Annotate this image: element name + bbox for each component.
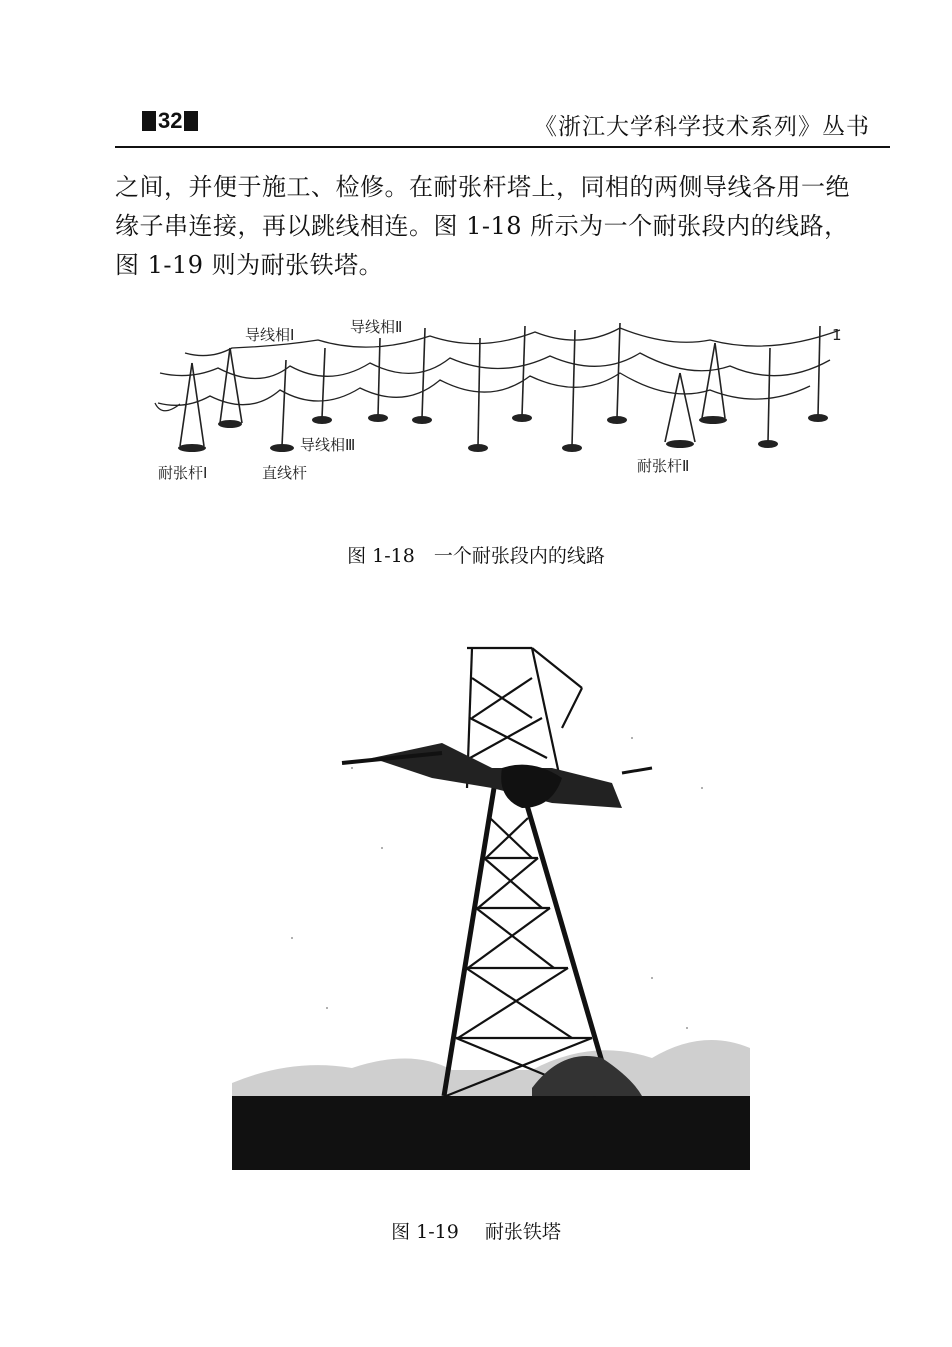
tension-tower-photo — [232, 618, 750, 1170]
label-straight-pole: 直线杆 — [262, 464, 308, 482]
page-number-block-right — [184, 111, 198, 131]
page-number — [140, 108, 200, 134]
label-conductor-phase-2: 导线相Ⅱ — [350, 318, 403, 336]
label-tension-pole-2: 耐张杆Ⅱ — [637, 457, 690, 475]
body-line-1: 之间，并便于施工、检修。在耐张杆塔上，同相的两侧导线各用一绝 — [115, 173, 850, 201]
figure-1-18-caption: 图 1-18 一个耐张段内的线路 — [347, 545, 605, 567]
body-line-3: 图 1-19 则为耐张铁塔。 — [115, 251, 384, 279]
tension-section-diagram — [150, 318, 850, 488]
body-paragraph — [115, 168, 890, 285]
figure-1-18-diagram — [150, 318, 850, 488]
header-rule — [115, 146, 890, 148]
label-conductor-phase-1: 导线相Ⅰ — [245, 326, 295, 344]
pole-bases — [178, 414, 828, 452]
figure-1-19-photo — [232, 618, 750, 1170]
label-tension-pole-1: 耐张杆Ⅰ — [158, 464, 208, 482]
series-title: 《浙江大学科学技术系列》丛书 — [534, 114, 870, 140]
page-number-block-left — [142, 111, 156, 131]
figure-1-19-caption-number: 图 1-19 — [391, 1221, 459, 1243]
body-line-2: 缘子串连接，再以跳线相连。图 1-18 所示为一个耐张段内的线路， — [115, 212, 849, 240]
page-number-text: 32 — [158, 108, 183, 133]
page-header — [115, 108, 890, 140]
label-line-end-mark: 1 — [832, 326, 842, 344]
diagram-labels — [158, 318, 842, 482]
figure-1-19-caption-text: 耐张铁塔 — [484, 1221, 561, 1243]
figure-1-19-caption — [0, 1217, 952, 1244]
label-conductor-phase-3: 导线相Ⅲ — [300, 436, 356, 454]
